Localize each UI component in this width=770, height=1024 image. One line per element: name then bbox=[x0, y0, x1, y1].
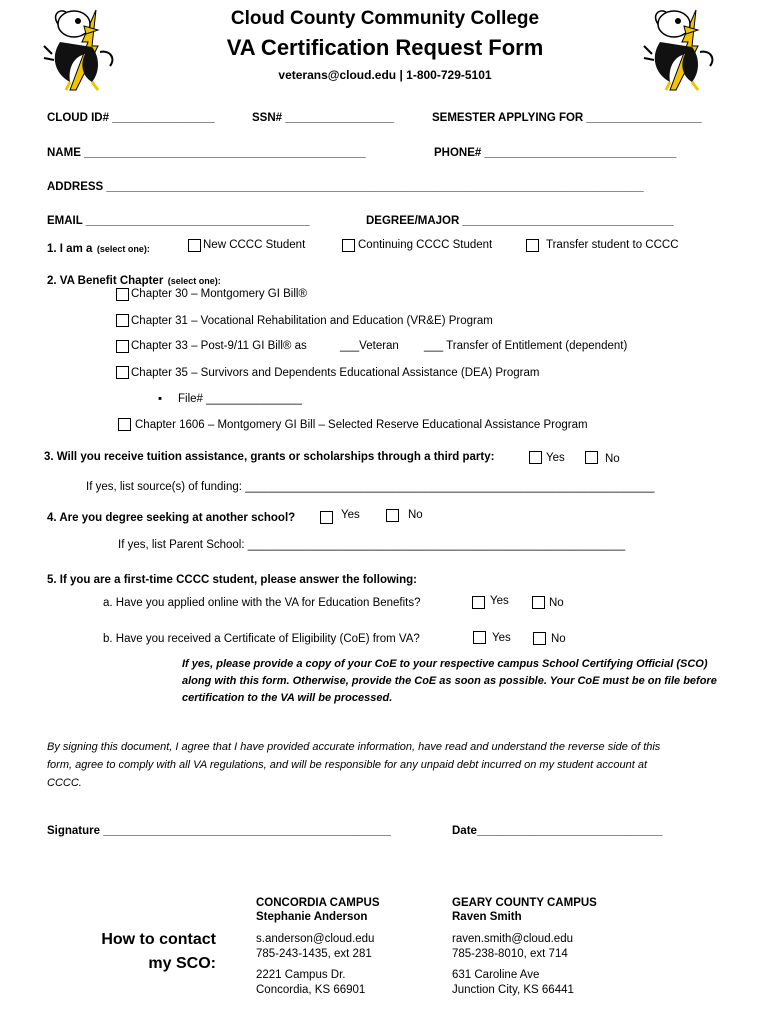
contact-heading-line2: my SCO: bbox=[148, 955, 216, 972]
q2-label: 2. VA Benefit Chapter bbox=[47, 275, 164, 287]
q5a-yes-label: Yes bbox=[490, 595, 509, 607]
chapter-33-transfer-option[interactable]: ___ Transfer of Entitlement (dependent) bbox=[424, 340, 628, 352]
q5b-label: b. Have you received a Certificate of Eligibility (CoE) from VA? bbox=[103, 633, 420, 645]
chapter-30-checkbox[interactable] bbox=[116, 288, 129, 301]
contact-heading bbox=[80, 928, 216, 976]
q1-label: 1. I am a bbox=[47, 243, 93, 255]
geary-contact bbox=[452, 896, 597, 998]
q3-no-checkbox[interactable] bbox=[585, 451, 598, 464]
q5-label: 5. If you are a first-time CCCC student, please answer the following: bbox=[47, 574, 417, 586]
email-field[interactable]: EMAIL ___________________________________ bbox=[47, 215, 310, 227]
q5a-label: a. Have you applied online with the VA for Education Benefits? bbox=[103, 597, 421, 609]
q3-label: 3. Will you receive tuition assistance, grants or scholarships through a third party: bbox=[44, 451, 495, 463]
q2-label-group bbox=[47, 271, 221, 289]
file-number-field[interactable]: File# _______________ bbox=[178, 393, 303, 405]
name-field[interactable]: NAME ____________________________________________ bbox=[47, 147, 366, 159]
q4-label: 4. Are you degree seeking at another school? bbox=[47, 512, 296, 524]
chapter-33-veteran-option[interactable]: ___Veteran bbox=[340, 340, 399, 352]
cloud-id-field[interactable]: CLOUD ID# ________________ bbox=[47, 112, 215, 124]
chapter-31-label: Chapter 31 – Vocational Rehabilitation and Education (VR&E) Program bbox=[131, 315, 493, 327]
continuing-student-checkbox[interactable] bbox=[342, 239, 355, 252]
funding-source-field[interactable]: If yes, list source(s) of funding: ________________________________________________________________ bbox=[86, 481, 655, 493]
q4-no-label: No bbox=[408, 509, 423, 521]
new-student-checkbox[interactable] bbox=[188, 239, 201, 252]
signature-field[interactable]: Signature _____________________________________________ bbox=[47, 825, 392, 837]
college-name: Cloud County Community College bbox=[230, 8, 540, 29]
date-field[interactable]: Date_____________________________ bbox=[452, 825, 663, 837]
q4-no-checkbox[interactable] bbox=[386, 509, 399, 522]
agreement-text: By signing this document, I agree that I have provided accurate information, have read and understand the reverse side of this form, agree to comply with all VA regulations, and will be responsible for any unpaid debt incurred on my student account at CCCC. bbox=[47, 741, 661, 789]
bullet-icon: ▪ bbox=[158, 393, 163, 405]
chapter-35-label: Chapter 35 – Survivors and Dependents Educational Assistance (DEA) Program bbox=[131, 367, 540, 379]
geary-email[interactable]: raven.smith@cloud.edu bbox=[452, 933, 573, 945]
geary-campus-name: GEARY COUNTY CAMPUS bbox=[452, 897, 597, 909]
phone-field[interactable]: PHONE# ______________________________ bbox=[434, 147, 677, 159]
coe-note: If yes, please provide a copy of your CoE to your respective campus School Certifying Official (SCO) along with this form. Otherwise, provide the CoE as soon as possible. Your CoE must be on file before certification to the VA will be processed. bbox=[182, 658, 717, 704]
q1-label-group bbox=[47, 239, 150, 257]
geary-person: Raven Smith bbox=[452, 911, 522, 923]
chapter-33-checkbox[interactable] bbox=[116, 340, 129, 353]
chapter-1606-checkbox[interactable] bbox=[118, 418, 131, 431]
q5a-no-label: No bbox=[549, 597, 564, 609]
q5b-yes-checkbox[interactable] bbox=[473, 631, 486, 644]
address-field[interactable]: ADDRESS ____________________________________________________________________________________ bbox=[47, 181, 644, 193]
q3-yes-checkbox[interactable] bbox=[529, 451, 542, 464]
geary-city: Junction City, KS 66441 bbox=[452, 984, 574, 996]
form-title: VA Certification Request Form bbox=[226, 35, 544, 60]
chapter-33-label: Chapter 33 – Post-9/11 GI Bill® as bbox=[131, 340, 307, 352]
continuing-student-label: Continuing CCCC Student bbox=[358, 239, 493, 251]
q4-yes-checkbox[interactable] bbox=[320, 511, 333, 524]
geary-phone: 785-238-8010, ext 714 bbox=[452, 948, 568, 960]
chapter-30-label: Chapter 30 – Montgomery GI Bill® bbox=[131, 288, 307, 300]
concordia-city: Concordia, KS 66901 bbox=[256, 984, 366, 996]
q5b-no-label: No bbox=[551, 633, 566, 645]
concordia-phone: 785-243-1435, ext 281 bbox=[256, 948, 372, 960]
contact-heading-line1: How to contact bbox=[101, 931, 216, 948]
concordia-person: Stephanie Anderson bbox=[256, 911, 368, 923]
ssn-field[interactable]: SSN# _________________ bbox=[252, 112, 394, 124]
concordia-campus-name: CONCORDIA CAMPUS bbox=[256, 897, 380, 909]
q2-hint: (select one): bbox=[167, 276, 221, 286]
q5b-no-checkbox[interactable] bbox=[533, 632, 546, 645]
q1-hint: (select one): bbox=[96, 244, 150, 254]
contact-line: veterans@cloud.edu | 1-800-729-5101 bbox=[278, 68, 492, 82]
transfer-student-label: Transfer student to CCCC bbox=[546, 239, 679, 251]
q3-no-label: No bbox=[605, 453, 620, 465]
concordia-email[interactable]: s.anderson@cloud.edu bbox=[256, 933, 375, 945]
q5a-no-checkbox[interactable] bbox=[532, 596, 545, 609]
q4-yes-label: Yes bbox=[341, 509, 360, 521]
chapter-1606-label: Chapter 1606 – Montgomery GI Bill – Selected Reserve Educational Assistance Program bbox=[135, 419, 588, 431]
geary-street: 631 Caroline Ave bbox=[452, 969, 540, 981]
transfer-student-checkbox[interactable] bbox=[526, 239, 539, 252]
q5a-yes-checkbox[interactable] bbox=[472, 596, 485, 609]
chapter-35-checkbox[interactable] bbox=[116, 366, 129, 379]
q3-yes-label: Yes bbox=[546, 452, 565, 464]
new-student-label: New CCCC Student bbox=[203, 239, 306, 251]
semester-field[interactable]: SEMESTER APPLYING FOR __________________ bbox=[432, 112, 702, 124]
degree-field[interactable]: DEGREE/MAJOR _________________________________ bbox=[366, 215, 674, 227]
q5b-yes-label: Yes bbox=[492, 632, 511, 644]
chapter-31-checkbox[interactable] bbox=[116, 314, 129, 327]
concordia-contact bbox=[256, 896, 380, 998]
concordia-street: 2221 Campus Dr. bbox=[256, 969, 346, 981]
parent-school-field[interactable]: If yes, list Parent School: ___________________________________________________________ bbox=[118, 539, 626, 551]
